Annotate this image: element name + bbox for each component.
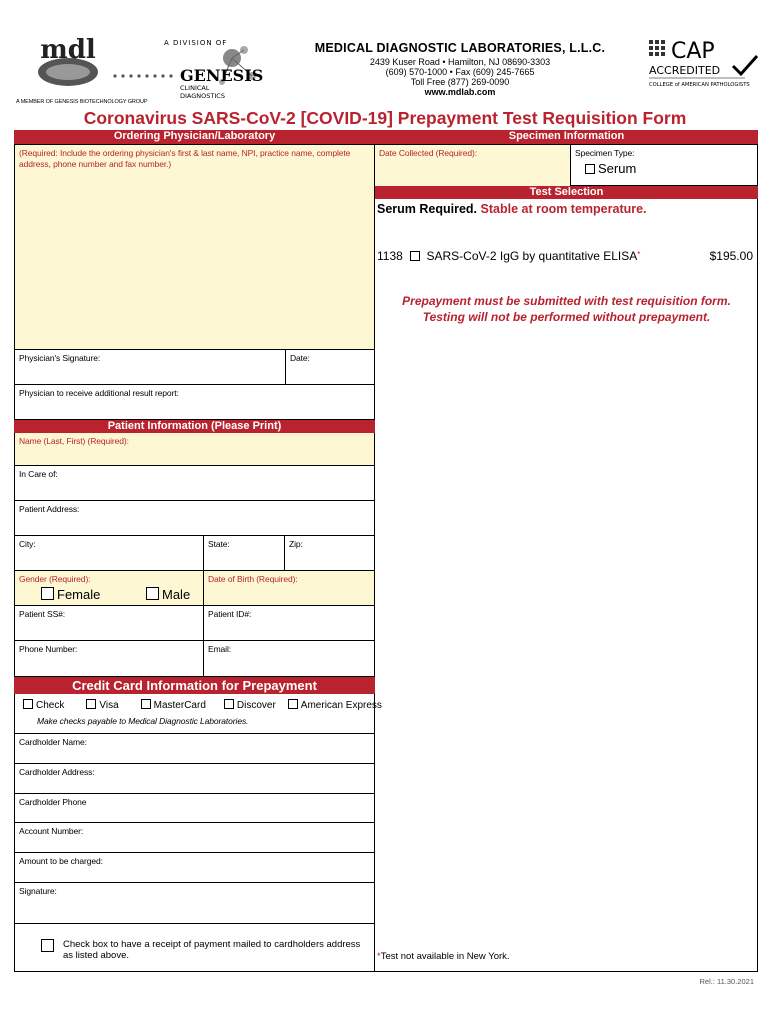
male-checkbox[interactable] (146, 587, 159, 600)
physician-info-field[interactable] (14, 144, 375, 350)
patient-name-label: Name (Last, First) (Required): (19, 436, 129, 446)
payment-method-options (23, 699, 382, 711)
receipt-row (14, 924, 375, 972)
payment-option-checkbox[interactable] (224, 699, 234, 709)
specimen-type-field (570, 145, 757, 185)
serum-label: Serum (598, 161, 637, 176)
company-phone-fax: (609) 570-1000 • Fax (609) 245-7665 (385, 67, 535, 77)
patient-section-header: Patient Information (Please Print) (14, 420, 375, 433)
cardholder-address-label: Cardholder Address: (19, 767, 95, 777)
gender-male-option[interactable] (146, 587, 190, 602)
ssn-id-row (14, 606, 375, 641)
specimen-info-row (375, 144, 758, 186)
serum-option[interactable] (585, 161, 636, 176)
date-collected-label: Date Collected (Required): (379, 148, 478, 158)
in-care-of-field[interactable] (14, 466, 375, 501)
patient-id-label: Patient ID#: (208, 609, 252, 619)
payment-option-label: MasterCard (153, 700, 206, 711)
zip-field[interactable] (284, 536, 374, 570)
test-asterisk: * (637, 250, 641, 259)
test-footnote (377, 951, 510, 962)
cardholder-address-field[interactable] (14, 764, 375, 794)
cardholder-phone-label: Cardholder Phone (19, 797, 87, 807)
female-label: Female (57, 587, 101, 602)
svg-text:ACCREDITED: ACCREDITED (649, 64, 721, 77)
company-toll-free: Toll Free (877) 269-0090 (410, 77, 510, 87)
gender-female-option[interactable] (41, 587, 100, 602)
payment-option-label: Check (36, 700, 65, 711)
payment-option-mastercard[interactable] (141, 700, 206, 711)
mdl-logo (28, 34, 110, 96)
svg-text:DIAGNOSTICS: DIAGNOSTICS (180, 92, 225, 100)
male-label: Male (162, 587, 191, 602)
signature-field[interactable] (14, 883, 375, 924)
receipt-line-1: Check box to have a receipt of payment mailed to cardholders address (63, 939, 361, 950)
member-text: A MEMBER OF GENESIS BIOTECHNOLOGY GROUP (16, 99, 148, 105)
test-selection-panel (375, 199, 758, 972)
payment-option-american-express[interactable] (288, 700, 382, 711)
prepay-line-1: Prepayment must be submitted with test requisition form. (402, 294, 731, 308)
payment-option-label: American Express (300, 700, 382, 711)
ssn-label: Patient SS#: (19, 609, 66, 619)
svg-text:mdl: mdl (40, 35, 96, 65)
company-address: 2439 Kuser Road • Hamilton, NJ 08690-3303 (369, 57, 551, 67)
phone-email-row (14, 641, 375, 677)
test-selection-header: Test Selection (375, 186, 758, 199)
svg-text:CAP: CAP (671, 39, 715, 64)
account-number-label: Account Number: (19, 826, 84, 836)
physician-instructions: (Required: Include the ordering physician's first & last name, NPI, practice name, complete address, phone number and fax number.) (19, 148, 351, 169)
additional-result-row[interactable] (14, 385, 375, 420)
stable-room-temp: Stable at room temperature. (480, 202, 647, 216)
payment-method-row (14, 694, 382, 734)
gender-label: Gender (Required): (19, 574, 91, 584)
receipt-line-2: as listed above. (63, 950, 130, 961)
payment-option-visa[interactable] (86, 700, 118, 711)
svg-text:CLINICAL: CLINICAL (180, 84, 210, 92)
payment-option-discover[interactable] (224, 700, 276, 711)
dob-label: Date of Birth (Required): (208, 574, 298, 584)
company-name: MEDICAL DIAGNOSTIC LABORATORIES, L.L.C. (314, 41, 606, 55)
test-name: SARS-CoV-2 IgG by quantitative ELISA (426, 249, 638, 263)
amount-label: Amount to be charged: (19, 856, 103, 866)
credit-card-section-header: Credit Card Information for Prepayment (14, 677, 375, 694)
serum-checkbox[interactable] (585, 164, 595, 174)
city-state-zip-row (14, 536, 375, 571)
company-website[interactable]: www.mdlab.com (424, 87, 496, 97)
patient-id-field[interactable] (203, 606, 374, 640)
account-number-field[interactable] (14, 823, 375, 853)
date-collected-field[interactable] (375, 145, 570, 186)
in-care-of-label: In Care of: (19, 469, 58, 479)
receipt-checkbox[interactable] (41, 939, 54, 952)
checks-payable-note: Make checks payable to Medical Diagnostic Laboratories. (37, 716, 249, 726)
genesis-logo (112, 36, 282, 102)
footnote-star: * (377, 951, 381, 962)
svg-text:GENESIS: GENESIS (180, 66, 264, 85)
revision-date: Rel.: 11.30.2021 (699, 977, 754, 986)
gender-dob-row (14, 571, 375, 606)
patient-address-field[interactable] (14, 501, 375, 536)
city-label: City: (19, 539, 36, 549)
prepayment-notice (375, 293, 758, 325)
payment-option-checkbox[interactable] (23, 699, 33, 709)
signature-label: Signature: (19, 886, 57, 896)
zip-label: Zip: (289, 539, 303, 549)
receipt-text (63, 939, 360, 961)
cardholder-name-field[interactable] (14, 734, 375, 764)
svg-text:A DIVISION OF: A DIVISION OF (164, 39, 228, 47)
serum-required: Serum Required. (377, 202, 478, 216)
payment-option-label: Discover (236, 700, 276, 711)
patient-address-label: Patient Address: (19, 504, 80, 514)
physician-date-field[interactable] (285, 350, 374, 384)
payment-option-checkbox[interactable] (288, 699, 298, 709)
physician-signature-row (14, 350, 375, 385)
cap-accredited-logo (645, 36, 763, 94)
specimen-type-label: Specimen Type: (575, 148, 635, 158)
specimen-section-header: Specimen Information (375, 130, 758, 144)
payment-option-checkbox[interactable] (141, 699, 151, 709)
patient-name-field[interactable] (14, 433, 375, 466)
email-label: Email: (208, 644, 232, 654)
footnote-text: Test not available in New York. (380, 951, 510, 962)
physician-section-header: Ordering Physician/Laboratory (14, 130, 375, 144)
payment-option-check[interactable] (23, 700, 64, 711)
dob-field[interactable] (203, 571, 374, 605)
test-1138-checkbox[interactable] (410, 251, 420, 261)
serum-required-text (377, 202, 647, 216)
state-label: State: (208, 539, 230, 549)
physician-date-label: Date: (290, 353, 310, 363)
form-title: Coronavirus SARS-CoV-2 [COVID-19] Prepayment Test Requisition Form (83, 108, 687, 128)
cardholder-name-label: Cardholder Name: (19, 737, 87, 747)
test-price: $195.00 (709, 249, 753, 263)
additional-result-label: Physician to receive additional result report: (19, 388, 179, 398)
test-option-1138[interactable] (377, 249, 755, 263)
state-field[interactable] (203, 536, 284, 570)
email-field[interactable] (203, 641, 374, 676)
payment-option-checkbox[interactable] (86, 699, 96, 709)
physician-signature-label: Physician's Signature: (19, 353, 101, 363)
test-code: 1138 (377, 249, 403, 263)
female-checkbox[interactable] (41, 587, 54, 600)
payment-option-label: Visa (99, 700, 119, 711)
prepay-line-2: Testing will not be performed without prepayment. (422, 310, 711, 324)
phone-label: Phone Number: (19, 644, 78, 654)
svg-text:COLLEGE of AMERICAN PATHOLOGIS: COLLEGE of AMERICAN PATHOLOGISTS (649, 82, 750, 88)
cardholder-phone-field[interactable] (14, 794, 375, 823)
amount-field[interactable] (14, 853, 375, 883)
